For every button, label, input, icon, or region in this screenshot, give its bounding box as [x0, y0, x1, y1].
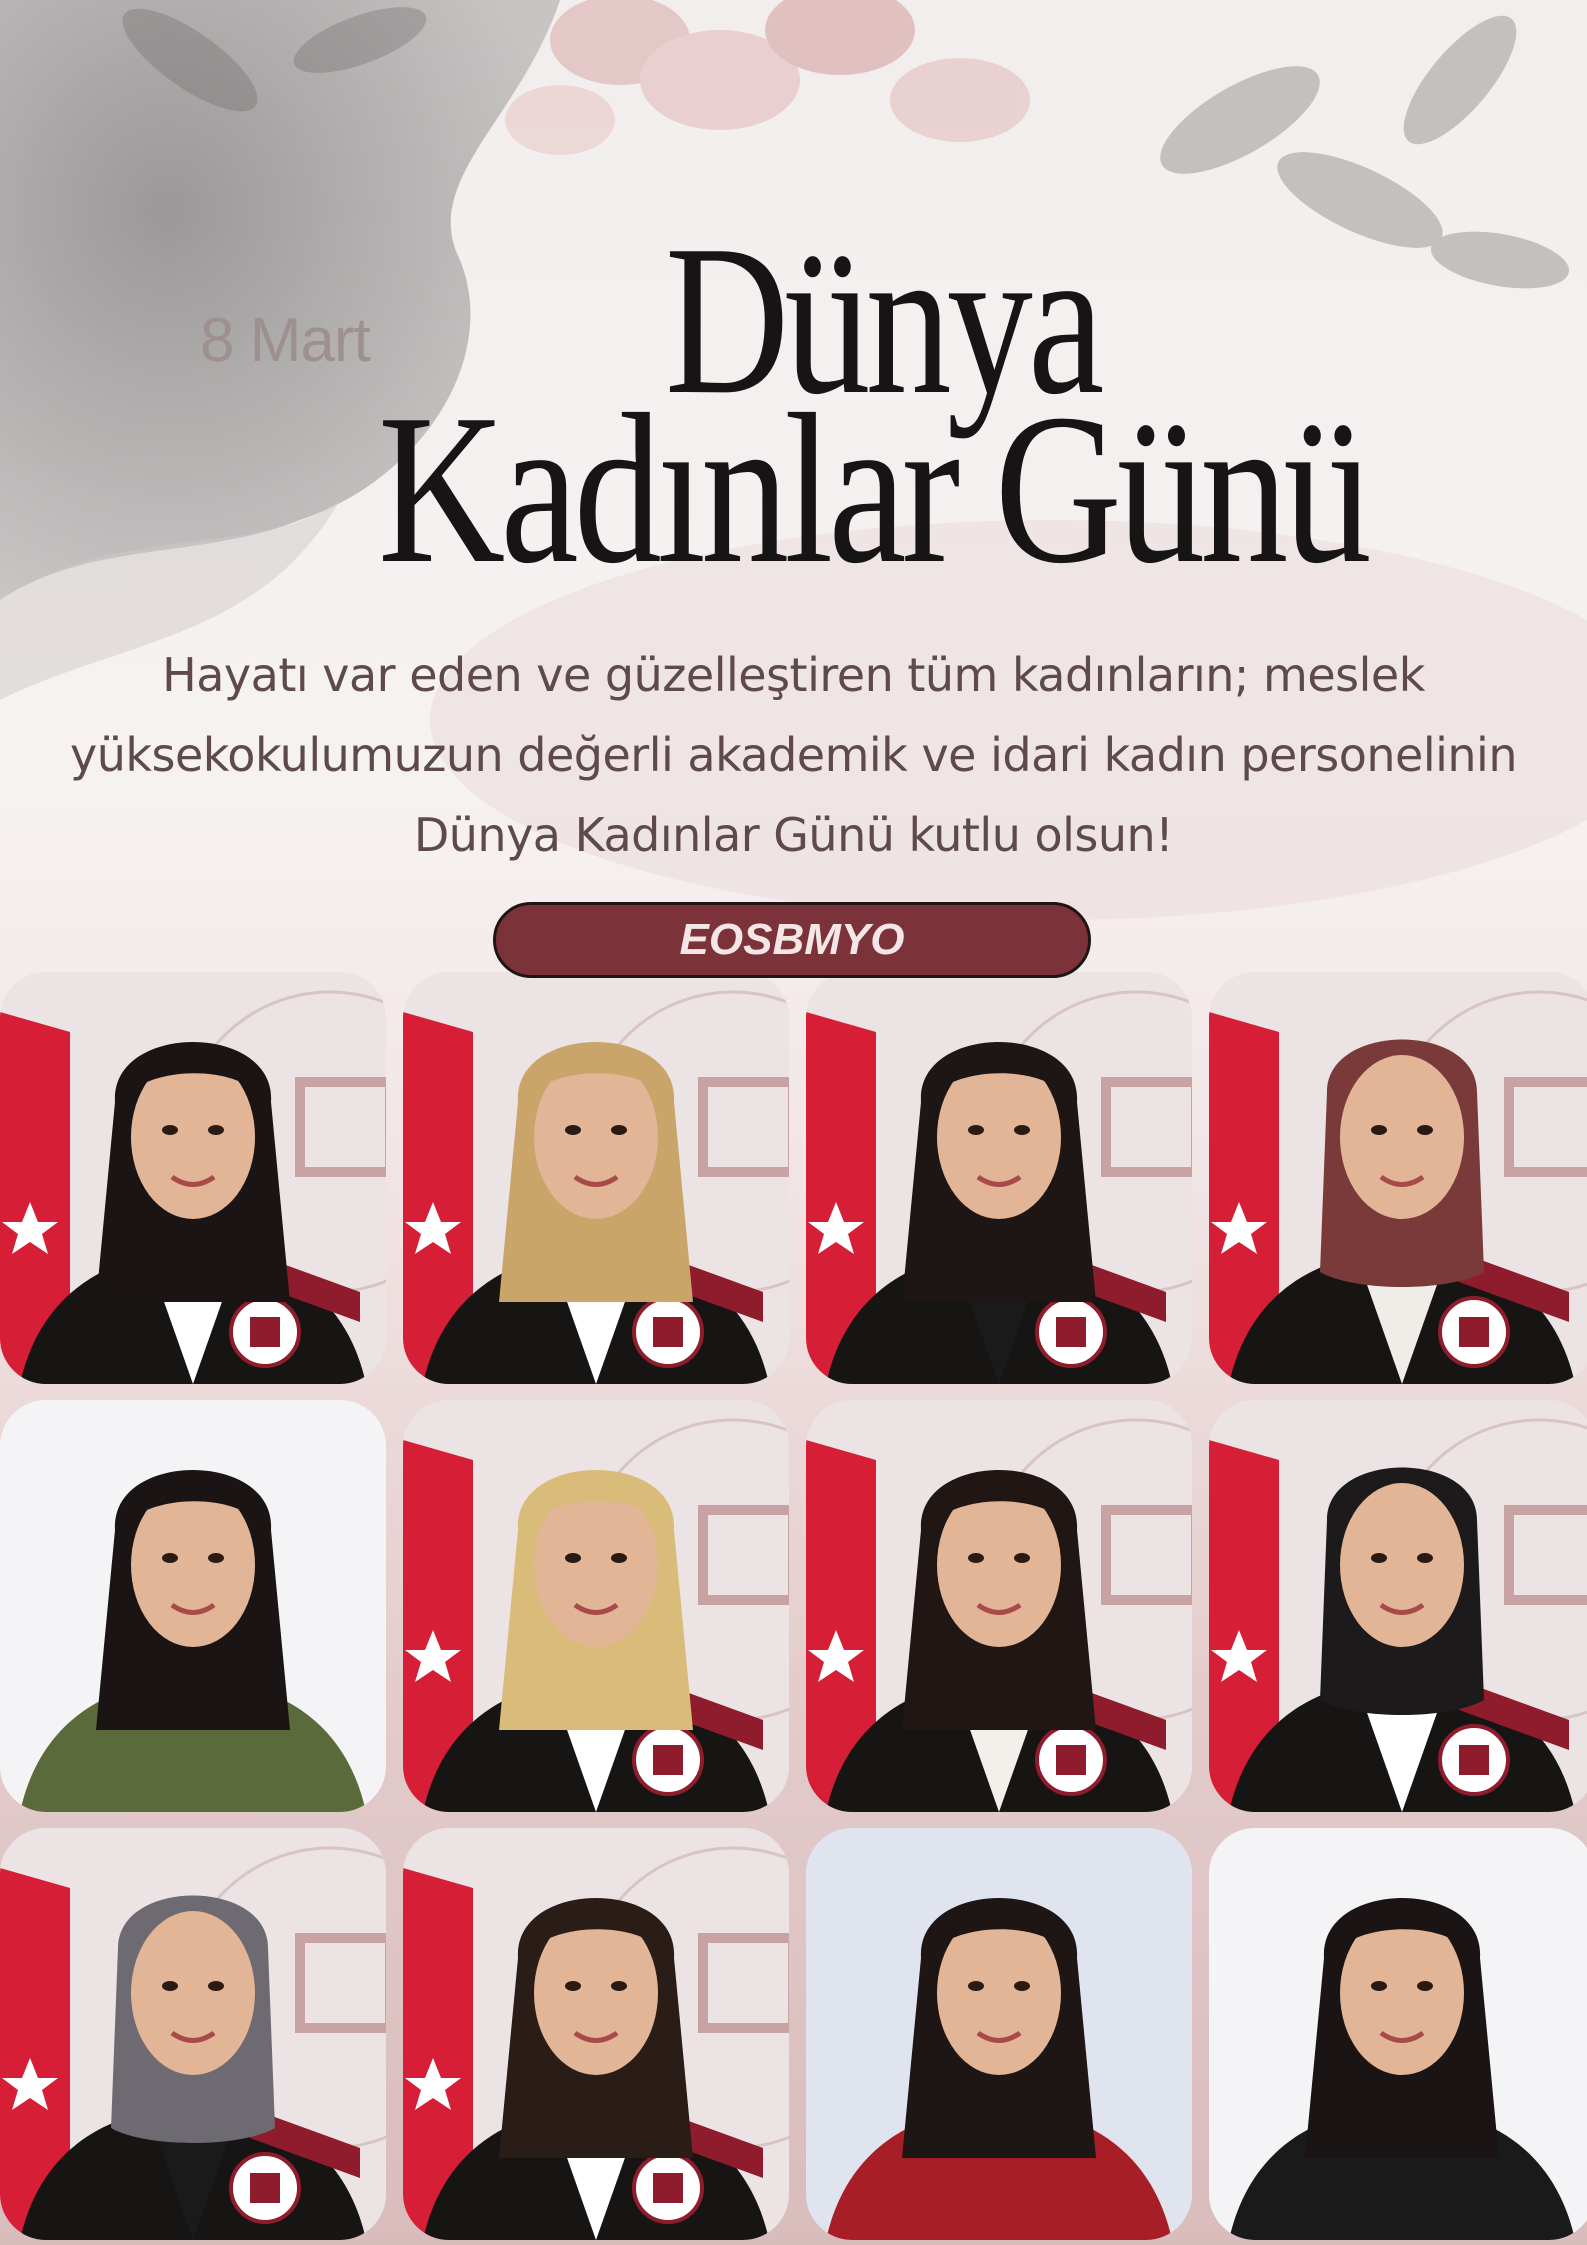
date-label: 8 Mart — [200, 306, 370, 375]
staff-photo — [806, 1828, 1192, 2240]
staff-photo — [1209, 1828, 1587, 2240]
message-line-3: Dünya Kadınlar Günü kutlu olsun! — [413, 808, 1174, 862]
staff-photo — [1209, 972, 1587, 1384]
staff-photo — [403, 972, 789, 1384]
staff-photo — [806, 972, 1192, 1384]
greeting-message — [0, 635, 1587, 875]
staff-photo — [403, 1828, 789, 2240]
title-line-2: Kadınlar Günü — [378, 369, 1367, 608]
message-line-1: Hayatı var eden ve güzelleştiren tüm kadınların; meslek — [162, 648, 1425, 702]
staff-photo — [0, 1400, 386, 1812]
staff-photo — [0, 972, 386, 1384]
institution-badge: EOSBMYO — [493, 902, 1091, 978]
staff-photo — [403, 1400, 789, 1812]
staff-photo — [0, 1828, 386, 2240]
staff-photo — [1209, 1400, 1587, 1812]
title-line-1: Dünya — [665, 200, 1100, 439]
photo-grid — [0, 970, 1587, 2245]
staff-photo — [806, 1400, 1192, 1812]
message-line-2: yüksekokulumuzun değerli akademik ve idari kadın personelinin — [70, 728, 1517, 782]
